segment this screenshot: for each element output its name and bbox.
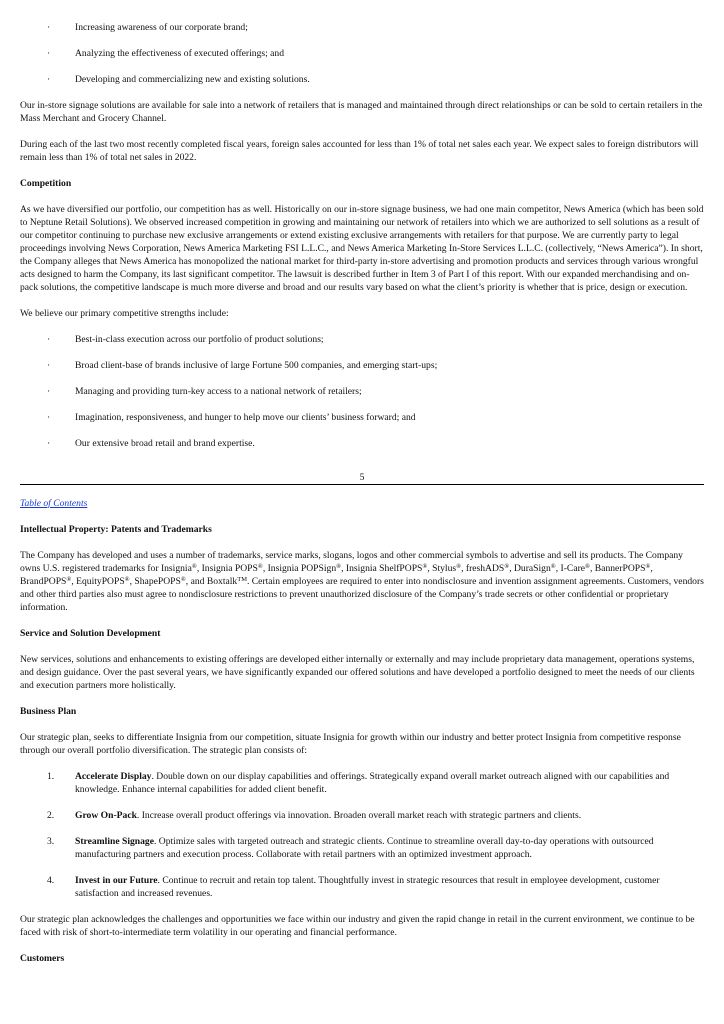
ip-and-word: , and: [185, 576, 207, 587]
registered-mark: ®: [645, 563, 651, 570]
plan-item-title: Streamline Signage: [75, 836, 154, 847]
registered-mark: ®: [585, 563, 590, 570]
trademark-name: BrandPOPS: [20, 576, 67, 587]
list-item-text: Managing and providing turn-key access to a national network of retailers;: [75, 386, 362, 397]
trademark-name: Insignia POPS: [201, 563, 258, 574]
list-item: [20, 359, 704, 372]
list-item-text: Imagination, responsiveness, and hunger to help move our clients’ business forward; and: [75, 412, 416, 423]
trademark-name: DuraSign: [514, 563, 551, 574]
list-item-text: Broad client-base of brands inclusive of large Fortune 500 companies, and emerging start-ups;: [75, 360, 438, 371]
list-item-text: Developing and commercializing new and existing solutions.: [75, 74, 310, 85]
competition-heading: Competition: [20, 178, 72, 189]
customers-heading: Customers: [20, 953, 65, 964]
bullet-marker: ·: [47, 48, 51, 59]
plan-item-title: Invest in our Future: [75, 875, 158, 886]
page-number: 5: [359, 472, 365, 483]
trademark-name: ShapePOPS: [134, 576, 181, 587]
plan-item-number: 4.: [47, 875, 55, 886]
plan-item: [20, 835, 704, 861]
bullet-marker: ·: [47, 386, 51, 397]
plan-item-text: . Double down on our display capabilities and offerings. Strategically expand overall market outreach aligned with our capabilities and knowledge. Enhance internal capabilities for added client benefit.: [75, 771, 670, 795]
trademark-name: Insignia POPSign: [267, 563, 337, 574]
ip-heading: Intellectual Property: Patents and Trademarks: [20, 524, 212, 535]
plan-item-number: 2.: [47, 810, 55, 821]
plan-item-text: . Optimize sales with targeted outreach and strategic clients. Continue to streamline overall day-to-day operations with outsourced manufacturing partners and execution process. Collaborate with retail partners with an optimized investment approach.: [75, 836, 654, 860]
tm-mark: TM: [237, 576, 247, 583]
strengths-intro: We believe our primary competitive strengths include:: [20, 308, 229, 319]
registered-mark: ®: [504, 563, 510, 570]
bullet-marker: ·: [47, 74, 51, 85]
ip-outro-text: . Certain employees are required to enter into nondisclosure and invention assignment agreements. Customers, vendors and other third parties also must agree to nondisclosure restrictions to prevent unauthorized disclosure of the Company’s trade secrets or other confidential or proprietary information.: [20, 576, 704, 613]
ip-paragraph: [20, 549, 704, 614]
bullet-marker: ·: [47, 334, 51, 345]
trademark-name: Stylus: [432, 563, 457, 574]
service-paragraph: New services, solutions and enhancements to existing offerings are developed either internally or externally and may include proprietary data management, operations systems, and design guidance. Over the past several years, we have significantly expanded our offered solutions and have developed a portfolio designed to meet the needs of our clients and execution partners more holistically.: [20, 654, 695, 691]
trademark-name: freshADS: [465, 563, 505, 574]
bullet-marker: ·: [47, 412, 51, 423]
list-item: [20, 47, 704, 60]
plan-item: [20, 770, 704, 796]
bullet-marker: ·: [47, 22, 51, 33]
list-item: [20, 333, 704, 346]
instore-paragraph: Our in-store signage solutions are available for sale into a network of retailers that is managed and maintained through direct relationships or can be sold to certain retailers in the Mass Merchant and Grocery Channel.: [20, 100, 703, 124]
trademark-list: Insignia®, Insignia POPS®, Insignia POPSign®, Insignia ShelfPOPS®, Stylus®, freshADS®, DuraSign®, I-Care®, BannerPOPS®, BrandPOPS®, EquityPOPS®, ShapePOPS®: [20, 563, 653, 587]
list-item: [20, 21, 704, 34]
document-page: [20, 0, 704, 965]
trademark-name: I-Care: [560, 563, 586, 574]
registered-mark: ®: [191, 563, 197, 570]
trademark-name: EquityPOPS: [76, 576, 125, 587]
registered-mark: ®: [180, 576, 186, 583]
registered-mark: ®: [257, 563, 263, 570]
plan-item-text: . Continue to recruit and retain top talent. Thoughtfully invest in strategic resources that result in employee development, customer satisfaction and increased revenues.: [75, 875, 660, 899]
trademark-name: Insignia ShelfPOPS: [345, 563, 423, 574]
plan-item-number: 3.: [47, 836, 55, 847]
plan-item-title: Accelerate Display: [75, 771, 152, 782]
bullet-marker: ·: [47, 438, 51, 449]
list-item-text: Our extensive broad retail and brand expertise.: [75, 438, 255, 449]
service-heading: Service and Solution Development: [20, 628, 161, 639]
plan-item-text: . Increase overall product offerings via innovation. Broaden overall market reach with strategic partners and clients.: [136, 810, 582, 821]
business-plan-heading: Business Plan: [20, 706, 77, 717]
list-item: [20, 411, 704, 424]
bullet-marker: ·: [47, 360, 51, 371]
plan-item: [20, 809, 704, 822]
registered-mark: ®: [422, 563, 428, 570]
list-item-text: Analyzing the effectiveness of executed offerings; and: [75, 48, 285, 59]
trademark-name: Insignia: [160, 563, 192, 574]
registered-mark: ®: [550, 563, 556, 570]
trademark-name: BannerPOPS: [594, 563, 646, 574]
list-item: [20, 437, 704, 450]
foreign-sales-paragraph: During each of the last two most recently completed fiscal years, foreign sales accounted for less than 1% of total net sales each year. We expect sales to foreign distributors will remain less than 1% of total net sales in 2022.: [20, 139, 699, 163]
list-item-text: Best-in-class execution across our portfolio of product solutions;: [75, 334, 324, 345]
registered-mark: ®: [336, 563, 342, 570]
registered-mark: ®: [124, 576, 130, 583]
list-item: [20, 73, 704, 86]
competition-paragraph: As we have diversified our portfolio, our competition has as well. Historically on our in-store signage business, we had one main competitor, News America (which has been sold to Neptune Retail Solutions). We observed increased competition in growing and maintaining our network of retailers into which we are authorized to sell solutions as a result of our competitor continuing to purchase new exclusive arrangements or extend existing exclusive arrangements with retailers for that purpose. We are currently party to legal proceedings involving News Corporation, News America Marketing FSI L.L.C., and News America Marketing In-Store Services L.L.C. (collectively, “News America”). In short, the Company alleges that News America has monopolized the national market for third-party in-store advertising and promotion products and services through various wrongful acts designed to harm the Company, its last significant competitor. The lawsuit is described further in Item 3 of Part I of this report. With our expanded merchandising and on-pack solutions, the competitive landscape is much more diverse and broad and our results vary based on what the client’s priority is whether that is price, design or execution.: [20, 204, 704, 293]
registered-mark: ®: [456, 563, 462, 570]
list-item-text: Increasing awareness of our corporate brand;: [75, 22, 248, 33]
list-item: [20, 385, 704, 398]
plan-item-title: Grow On-Pack: [75, 810, 137, 821]
business-plan-closing: Our strategic plan acknowledges the challenges and opportunities we face within our industry and given the rapid change in retail in the current environment, we continue to be faced with risk of short-to-intermediate term volatility in our operating and financial performance.: [20, 914, 695, 938]
trademark-boxtalk: Boxtalk: [206, 576, 238, 587]
ip-intro-text: The Company has developed and uses a number of trademarks, service marks, slogans, logos and other commercial symbols to advertise and sell its products. The Company owns U.S. registered trademarks for: [20, 550, 683, 574]
registered-mark: ®: [66, 576, 72, 583]
plan-item: [20, 874, 704, 900]
table-of-contents-link[interactable]: Table of Contents: [20, 498, 88, 509]
business-plan-intro: Our strategic plan, seeks to differentiate Insignia from our competition, situate Insignia for growth within our industry and better protect Insignia from competitive response through our overall portfolio diversification. The strategic plan consists of:: [20, 732, 681, 756]
plan-item-number: 1.: [47, 771, 55, 782]
